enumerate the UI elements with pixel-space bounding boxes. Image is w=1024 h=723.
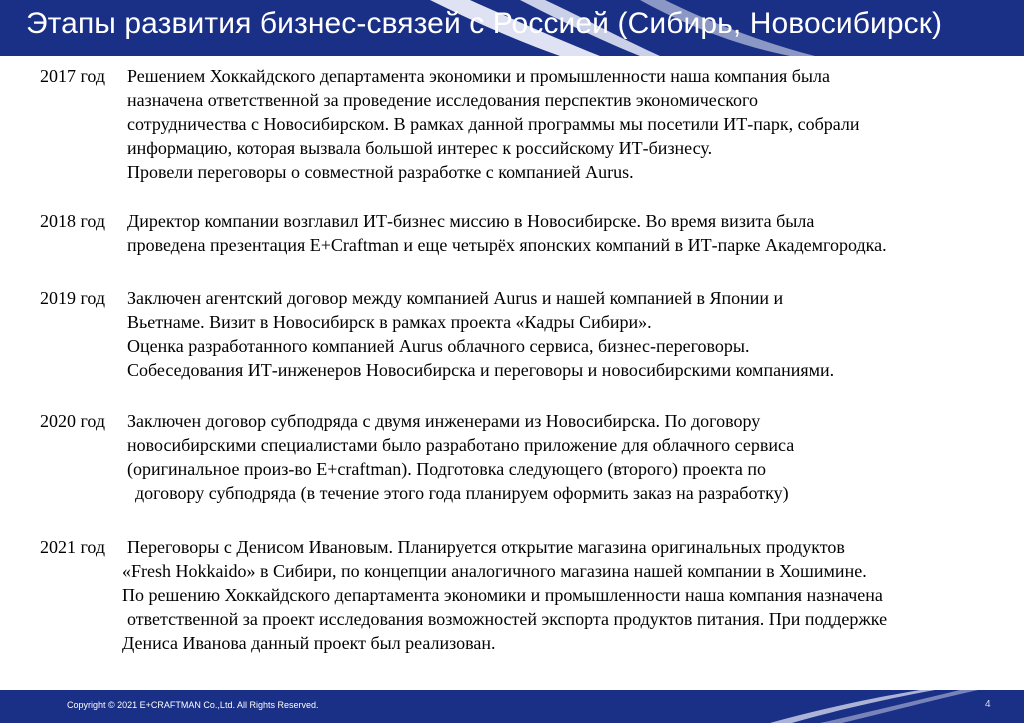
copyright-text: Copyright © 2021 E+CRAFTMAN Co.,Ltd. All Rights Reserved. xyxy=(67,700,319,710)
page-number: 4 xyxy=(985,699,991,710)
entry-2017-line-2: назначена ответственной за проведение исследования перспектив экономического xyxy=(127,90,758,110)
entry-2017-line-1: Решением Хоккайдского департамента экономики и промышленности наша компания была xyxy=(127,66,831,86)
entry-2021-line-2: «Fresh Hokkaido» в Сибири, по концепции аналогичного магазина нашей компании в Хошимине. xyxy=(122,561,867,581)
year-label-2020: 2020 год xyxy=(40,411,106,431)
year-label-2018: 2018 год xyxy=(40,211,106,231)
entry-2019-line-3: Оценка разработанного компанией Aurus облачного сервиса, бизнес-переговоры. xyxy=(127,336,750,356)
page-title: Этапы развития бизнес-связей с Россией (Сибирь, Новосибирск) xyxy=(26,7,943,40)
entry-2017-line-3: сотрудничества с Новосибирском. В рамках данной программы мы посетили ИТ-парк, собрали xyxy=(127,114,860,134)
entry-2020-line-1: Заключен договор субподряда с двумя инженерами из Новосибирска. По договору xyxy=(127,411,761,431)
entry-2017-line-5: Провели переговоры о совместной разработке с компанией Aurus. xyxy=(127,162,634,182)
entry-2021-line-1: Переговоры с Денисом Ивановым. Планируется открытие магазина оригинальных продуктов xyxy=(127,537,845,557)
footer-bar xyxy=(0,690,1024,723)
entry-2019-line-2: Вьетнаме. Визит в Новосибирск в рамках проекта «Кадры Сибири». xyxy=(127,312,652,332)
entry-2021-line-4: ответственной за проект исследования возможностей экспорта продуктов питания. При поддержке xyxy=(127,609,888,629)
entry-2021-line-3: По решению Хоккайдского департамента экономики и промышленности наша компания назначена xyxy=(122,585,883,605)
entry-2019-line-1: Заключен агентский договор между компанией Aurus и нашей компанией в Японии и xyxy=(127,288,784,308)
entry-2018-line-2: проведена презентация E+Craftman и еще четырёх японских компаний в ИТ-парке Академгородка. xyxy=(127,235,887,255)
entry-2020-line-3: (оригинальное произ-во E+craftman). Подготовка следующего (второго) проекта по xyxy=(127,459,766,479)
year-label-2019: 2019 год xyxy=(40,288,106,308)
entry-2018-line-1: Директор компании возглавил ИТ-бизнес миссию в Новосибирске. Во время визита была xyxy=(127,211,815,231)
entry-2020-line-2: новосибирскими специалистами было разработано приложение для облачного сервиса xyxy=(127,435,795,455)
entry-2017-line-4: информацию, которая вызвала большой интерес к российскому ИТ-бизнесу. xyxy=(127,138,713,158)
entry-2021-line-5: Дениса Иванова данный проект был реализован. xyxy=(122,633,496,653)
entry-2020-line-4: договору субподряда (в течение этого года планируем оформить заказ на разработку) xyxy=(135,483,789,503)
year-label-2021: 2021 год xyxy=(40,537,106,557)
entry-2019-line-4: Собеседования ИТ-инженеров Новосибирска и переговоры и новосибирскими компаниями. xyxy=(127,360,835,380)
year-label-2017: 2017 год xyxy=(40,66,106,86)
